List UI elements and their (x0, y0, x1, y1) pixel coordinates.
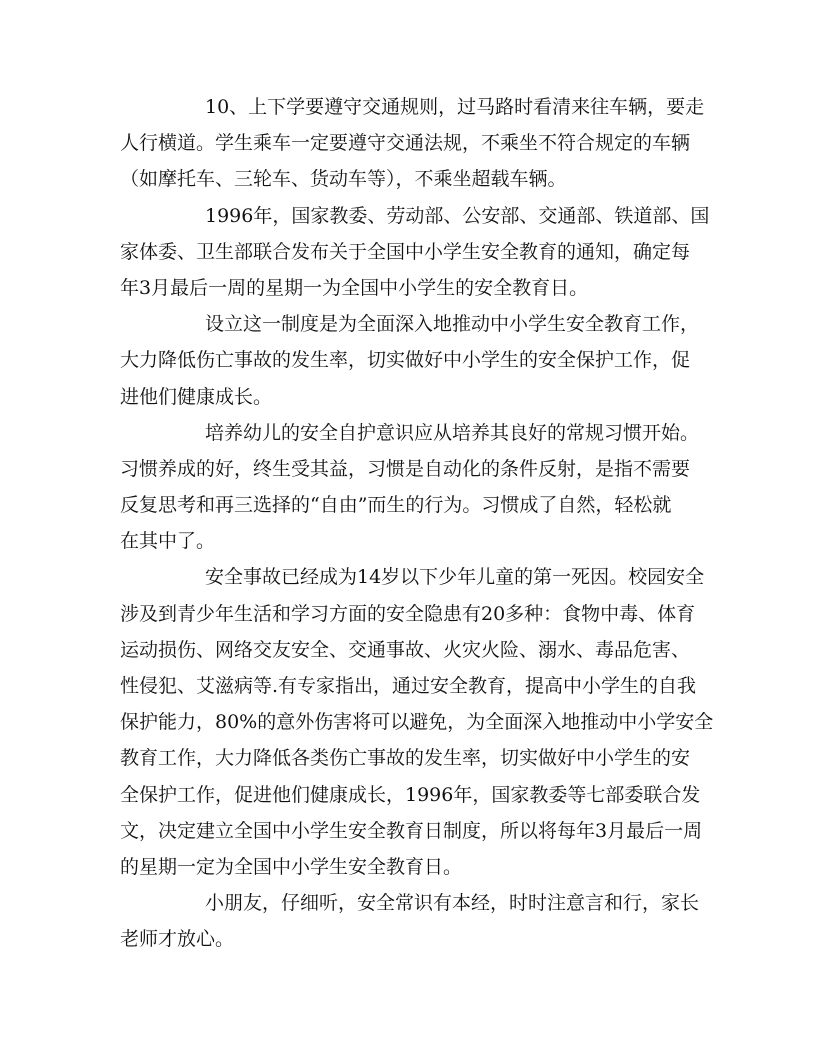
text-line: 性侵犯、艾滋病等.有专家指出，通过安全教育，提高中小学生的自我 (120, 675, 697, 697)
paragraph-traffic-rules (120, 89, 705, 198)
text-line: 家体委、卫生部联合发布关于全国中小学生安全教育的通知，确定每 (120, 240, 691, 263)
text-line: 的星期一定为全国中小学生安全教育日。 (120, 855, 463, 878)
text-line: （如摩托车、三轮车、货动车等），不乘坐超载车辆。 (120, 168, 567, 191)
paragraph-children-rhyme (120, 885, 700, 957)
text-line: 安全事故已经成为14岁以下少年儿童的第一死因。校园安全 (205, 566, 705, 589)
text-line: 培养幼儿的安全自护意识应从培养其良好的常规习惯开始。 (205, 421, 700, 444)
paragraph-habits (120, 415, 700, 560)
document-body (120, 89, 714, 958)
text-line: 人行横道。学生乘车一定要遵守交通法规，不乘坐不符合规定的车辆 (120, 132, 691, 155)
text-line: 10、上下学要遵守交通规则，过马路时看清来往车辆，要走 (205, 96, 705, 118)
text-line: 习惯养成的好，终生受其益，习惯是自动化的条件反射，是指不需要 (120, 457, 691, 480)
text-line: 文，决定建立全国中小学生安全教育日制度，所以将每年3月最后一周 (120, 819, 703, 842)
text-line: 运动损伤、网络交友安全、交通事故、火灾火险、溺水、毒品危害、 (120, 638, 691, 661)
paragraph-system-purpose (120, 306, 700, 415)
text-line: 小朋友，仔细听，安全常识有本经，时时注意言和行，家长 (205, 892, 700, 915)
text-line: 1996年，国家教委、劳动部、公安部、交通部、铁道部、国 (205, 204, 710, 227)
text-line: 设立这一制度是为全面深入地推动中小学生安全教育工作， (205, 313, 700, 336)
text-line: 保护能力，80%的意外伤害将可以避免，为全面深入地推动中小学安全 (120, 711, 714, 734)
paragraph-safety-day-1996 (120, 198, 710, 307)
paragraph-accident-statistics (120, 559, 714, 885)
text-line: 进他们健康成长。 (120, 385, 273, 408)
text-line: 年3月最后一周的星期一为全国中小学生的安全教育日。 (120, 276, 589, 299)
text-line: 反复思考和再三选择的“自由”而生的行为。习惯成了自然，轻松就 (120, 494, 672, 517)
text-line: 涉及到青少年生活和学习方面的安全隐患有20多种：食物中毒、体育 (120, 602, 696, 625)
text-line: 老师才放心。 (120, 928, 235, 951)
text-line: 在其中了。 (120, 530, 216, 553)
text-line: 全保护工作，促进他们健康成长，1996年，国家教委等七部委联合发 (120, 783, 701, 806)
text-line: 大力降低伤亡事故的发生率，切实做好中小学生的安全保护工作，促 (120, 349, 691, 372)
text-line: 教育工作，大力降低各类伤亡事故的发生率，切实做好中小学生的安 (120, 747, 691, 770)
